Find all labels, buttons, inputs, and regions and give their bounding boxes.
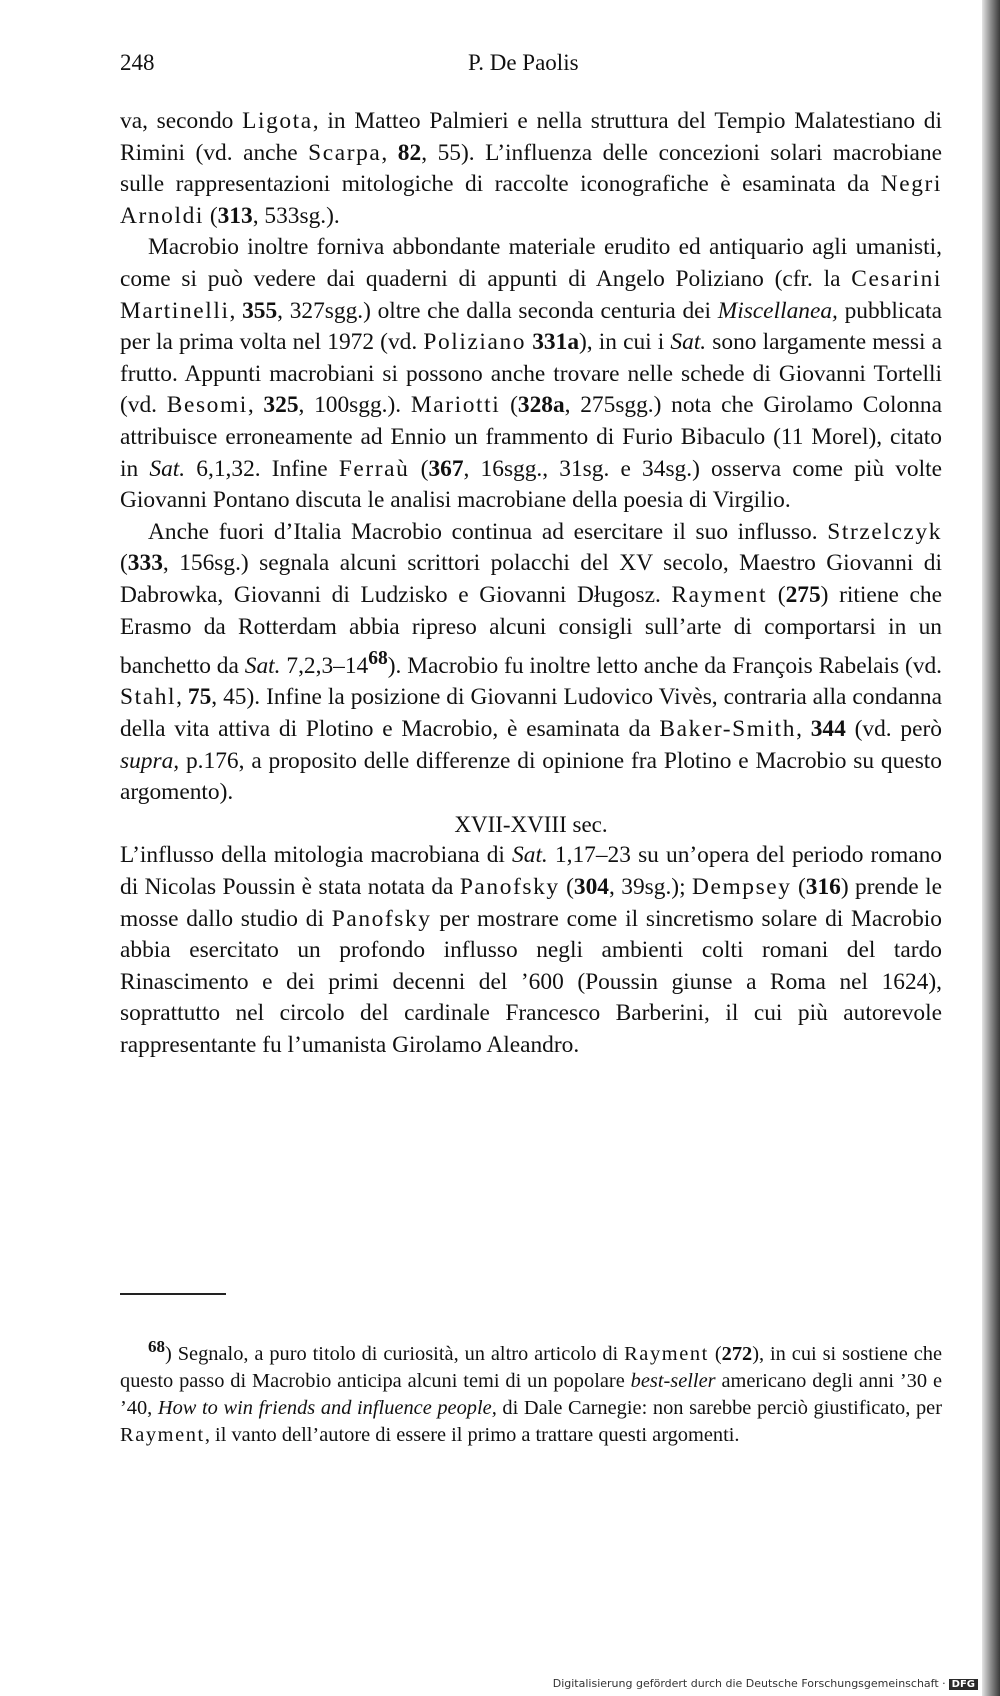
bib-number: 313 [217, 202, 253, 229]
bib-number: 355 [242, 297, 278, 324]
bib-number: 304 [573, 874, 609, 901]
work-title: Sat. [149, 455, 186, 482]
dfg-logo: DFG [949, 1679, 978, 1690]
paragraph-4: L’influsso della mitologia macrobiana di Sat. 1,17–23 su un’opera del periodo romano di Nicolas Poussin è stata notata da Panofsky (304, 39sg.); Dempsey (316) prende le mosse dallo studio di Panofsky per mostrare come il sincretismo solare di Macrobio abbia esercitato un profondo influsso negli ambienti colti romani del tardo Rinascimento e dei primi decenni del ’600 (Poussin giunse a Roma nel 1624), soprattutto nel circolo del cardinale Francesco Barberini, il cui più autorevole rappresentante fu l’umanista Girolamo Aleandro. [120, 842, 942, 1059]
author-ref: Baker-Smith [659, 716, 797, 743]
author-ref: Stahl [120, 684, 177, 711]
main-text [120, 106, 942, 1062]
bib-number: 325 [263, 392, 299, 419]
author-ref: Besomi [166, 392, 248, 419]
author-ref: Cesarini Martinelli [120, 265, 942, 324]
author-ref: Rayment [120, 1423, 205, 1446]
bib-number: 328a [517, 392, 565, 419]
bib-number: 275 [785, 581, 821, 608]
bib-number: 367 [428, 455, 464, 482]
author-ref: Rayment [671, 581, 768, 608]
work-title: Miscellanea, [717, 297, 838, 324]
digitization-credit [553, 1677, 978, 1690]
running-head: P. De Paolis [468, 50, 579, 75]
emphasis: best-seller [630, 1369, 716, 1392]
footnote-text: $^{68}$) Segnalo, a puro titolo di curiosità, un altro articolo di Rayment (272), in cui si sostiene che questo passo di Macrobio anticipa alcuni temi di un popolare best-seller americano degli anni ’30 e ’40, How to win friends and influence people, di Dale Carnegie: non sarebbe perciò giustificato, per Rayment, il vanto dell’autore di essere il primo a trattare questi argomenti. [120, 1337, 942, 1446]
section-heading: XVII-XVIII sec. [454, 811, 608, 837]
author-ref: Rayment [624, 1342, 709, 1365]
author-ref: Scarpa [308, 139, 382, 166]
paragraph-3: Anche fuori d’Italia Macrobio continua ad esercitare il suo influsso. Strzelczyk (333, 156sg.) segnala alcuni scrittori polacchi del XV secolo, Maestro Giovanni di Dabrowka, Giovanni di Ludzisko e Giovanni Długosz. Rayment (275) ritiene che Erasmo da Rotterdam abbia ripreso alcuni consigli sull’arte di comportarsi in un banchetto da Sat. $7,2,3-14^{68}$). Macrobio fu inoltre letto anche da François Rabelais (vd. Stahl, 75, 45). Infine la posizione di Giovanni Ludovico Vivès, contraria alla condanna della vita attiva di Plotino e Macrobio, è esaminata da Baker-Smith, 344 (vd. però supra, p.176, a proposito delle differenze di opinione fra Plotino e Macrobio su questo argomento). [120, 518, 943, 806]
credit-text: Digitalisierung gefördert durch die Deutsche Forschungsgemeinschaft · [552, 1677, 946, 1690]
bib-number: 75 [187, 684, 212, 711]
bib-number: 344 [810, 716, 846, 743]
paragraph-2: Macrobio inoltre forniva abbondante materiale erudito ed antiquario agli umanisti, come si può vedere dai quaderni di appunti di Angelo Poliziano (cfr. la Cesarini Martinelli, 355, 327sgg.) oltre che dalla seconda centuria dei Miscellanea, pubblicata per la prima volta nel 1972 (vd. Poliziano 331a), in cui i Sat. sono largamente messi a frutto. Appunti macrobiani si possono anche trovare nelle schede di Giovanni Tortelli (vd. Besomi, 325, 100sgg.). Mariotti (328a, 275sgg.) nota che Girolamo Colonna attribuisce erroneamente ad Ennio un frammento di Furio Bibaculo (11 Morel), citato in Sat. 6,1,32. Infine Ferraù (367, 16sgg., 31sg. e 34sg.) osserva come più volte Giovanni Pontano discuta le analisi macrobiane della poesia di Virgilio. [120, 234, 943, 514]
author-ref: Strzelczyk [827, 518, 942, 545]
page-header [120, 50, 940, 82]
author-ref: Panofsky [331, 905, 432, 932]
author-ref: Dempsey [692, 874, 792, 901]
page-number: 248 [120, 50, 155, 75]
footnote-68 [120, 1333, 942, 1449]
author-ref: Ferraù [338, 455, 410, 482]
author-ref: Panofsky [459, 874, 560, 901]
author-ref: Ligota [242, 108, 313, 134]
footnote-number: 68 [148, 1337, 165, 1356]
page-edge-shadow [982, 0, 1000, 1696]
paragraph-1: va, secondo Ligota, in Matteo Palmieri e nella struttura del Tempio Malatestiano di Rimini (vd. anche Scarpa, 82, 55). L’influenza delle concezioni solari macrobiane sulle rappresentazioni mitologiche di raccolte iconografiche è esaminata da Negri Arnoldi (313, 533sg.). [120, 108, 943, 229]
work-title: How to win friends and influence people, [157, 1396, 497, 1419]
bib-number: 82 [397, 139, 422, 166]
author-ref: Mariotti [410, 392, 501, 419]
author-ref: Negri Arnoldi [120, 171, 942, 229]
author-ref: Poliziano [423, 329, 527, 356]
bib-number: 316 [805, 874, 841, 901]
footnote-rule [120, 1293, 226, 1295]
emphasis: supra, [120, 747, 180, 774]
bib-number: 272 [721, 1342, 753, 1365]
work-title: Sat. [670, 329, 707, 356]
bib-number: 333 [127, 550, 163, 577]
footnote-reference[interactable]: 68 [368, 648, 388, 670]
bib-number: 331a [532, 329, 580, 356]
work-title: Sat. [244, 652, 281, 679]
work-title: Sat. [512, 842, 548, 869]
